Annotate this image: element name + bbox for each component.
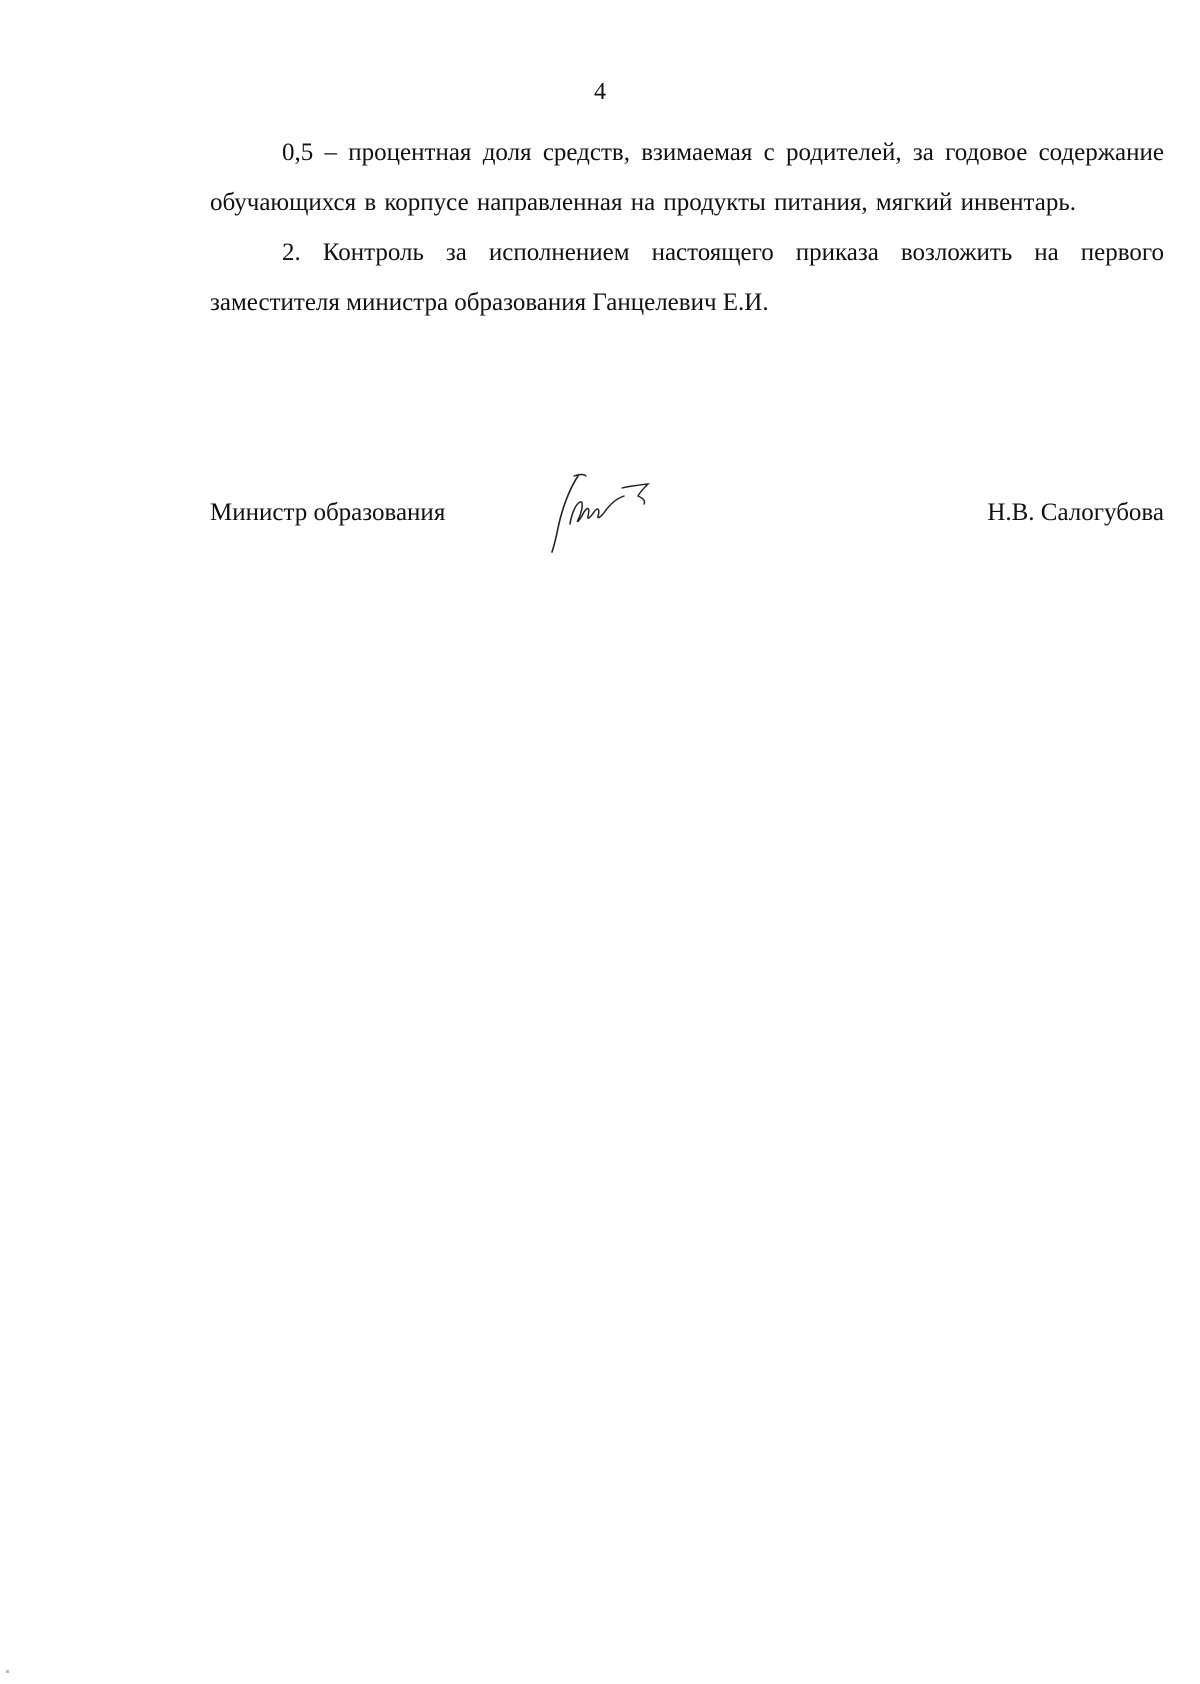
document-body xyxy=(210,128,1164,328)
scan-artifact xyxy=(6,1670,9,1673)
signatory-name: Н.В. Салогубова xyxy=(987,499,1164,526)
signature-block xyxy=(210,498,1164,558)
paragraph-fee-share: 0,5 – процентная доля средств, взимаемая с родителей, за годовое содержание обучающихся в корпусе направленная на продукты питания, мягкий инвентарь. xyxy=(210,139,1164,216)
handwritten-signature-icon xyxy=(540,468,660,558)
page-number: 4 xyxy=(594,79,606,105)
paragraph-control: 2. Контроль за исполнением настоящего приказа возложить на первого заместителя министра образования Ганцелевич Е.И. xyxy=(210,239,1164,316)
signatory-title: Министр образования xyxy=(210,499,446,526)
